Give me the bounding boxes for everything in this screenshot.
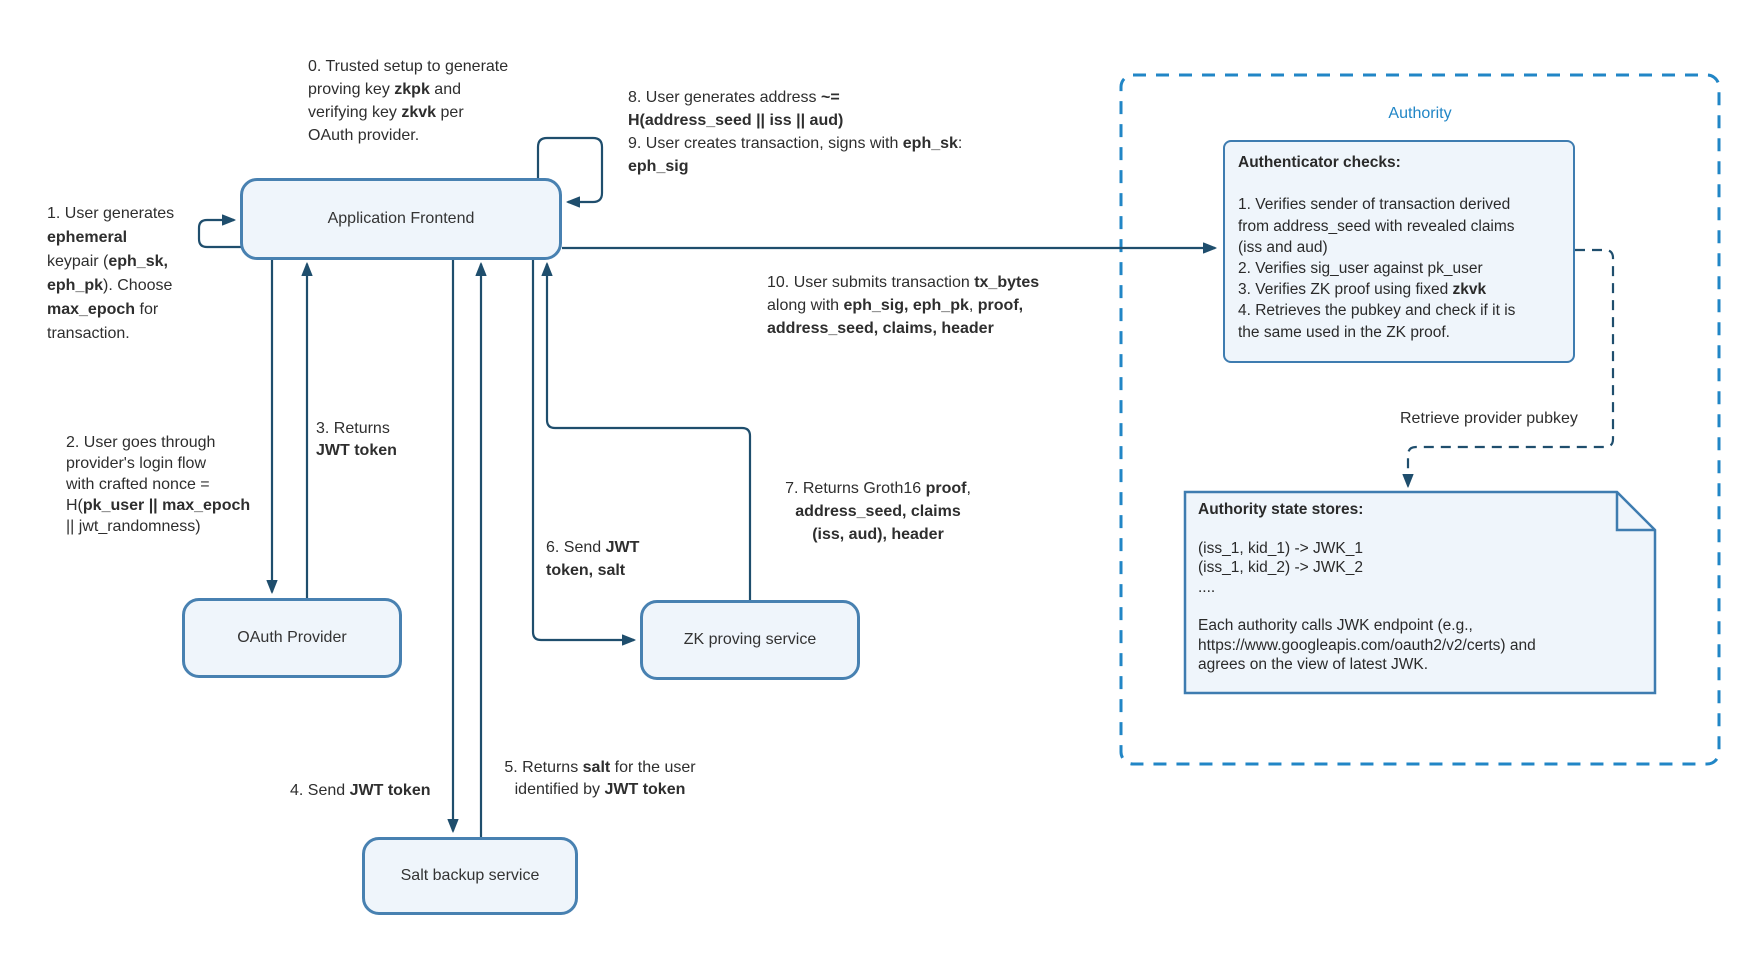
annotation-step-8-9: 8. User generates address ~= H(address_seed || iss || aud) 9. User creates transaction, signs with eph_sk: eph_sig	[628, 89, 963, 175]
node-application-frontend	[240, 178, 562, 260]
annotation-step-4: 4. Send JWT token	[290, 782, 431, 799]
node-label: Application Frontend	[327, 210, 475, 227]
annotation-step-2: 2. User goes through provider's login flow with crafted nonce = H(pk_user || max_epoch || jwt_randomness)	[66, 434, 251, 535]
annotation-step-6: 6. Send JWT token, salt	[546, 539, 640, 579]
node-label: Salt backup service	[400, 867, 540, 884]
annotation-step-1: 1. User generates ephemeral keypair (eph_sk, eph_pk). Choose max_epoch for transaction.	[47, 205, 175, 342]
node-label: ZK proving service	[683, 631, 817, 648]
arrow-send-jwt-salt-to-zk	[533, 260, 634, 640]
arrow-keypair-self-loop	[199, 220, 242, 247]
authenticator-checks-box: Authenticator checks: 1. Verifies sender of transaction derived from address_seed with revealed claims (iss and aud) 2. Verifies sig_user against pk_user 3. Verifies ZK proof using fixed zkvk 4. Retrieves the pubkey and check if it is the same used in the ZK proof.	[1223, 140, 1575, 363]
annotation-step-3: 3. Returns JWT token	[316, 420, 397, 459]
node-oauth-provider	[182, 598, 402, 678]
authority-region-label: Authority	[1388, 105, 1452, 122]
node-zk-proving-service	[640, 600, 860, 680]
annotation-step-10: 10. User submits transaction tx_bytes along with eph_sig, eph_pk, proof, address_seed, claims, header	[767, 274, 1040, 337]
node-label: OAuth Provider	[237, 629, 347, 646]
node-salt-backup-service	[362, 837, 578, 915]
annotation-step-5: 5. Returns salt for the user identified by JWT token	[504, 759, 696, 798]
annotation-step-7: 7. Returns Groth16 proof, address_seed, claims (iss, aud), header	[785, 480, 971, 543]
annotation-step-0: 0. Trusted setup to generate proving key zkpk and verifying key zkvk per OAuth provider.	[308, 58, 509, 144]
authority-state-note-text: Authority state stores: (iss_1, kid_1) -> JWK_1 (iss_1, kid_2) -> JWK_2 .... Each authority calls JWK endpoint (e.g., https://www.googleapis.com/oauth2/v2/certs) and agrees on the view of latest JWK.	[1198, 501, 1536, 674]
annotation-retrieve-pubkey: Retrieve provider pubkey	[1400, 410, 1578, 427]
